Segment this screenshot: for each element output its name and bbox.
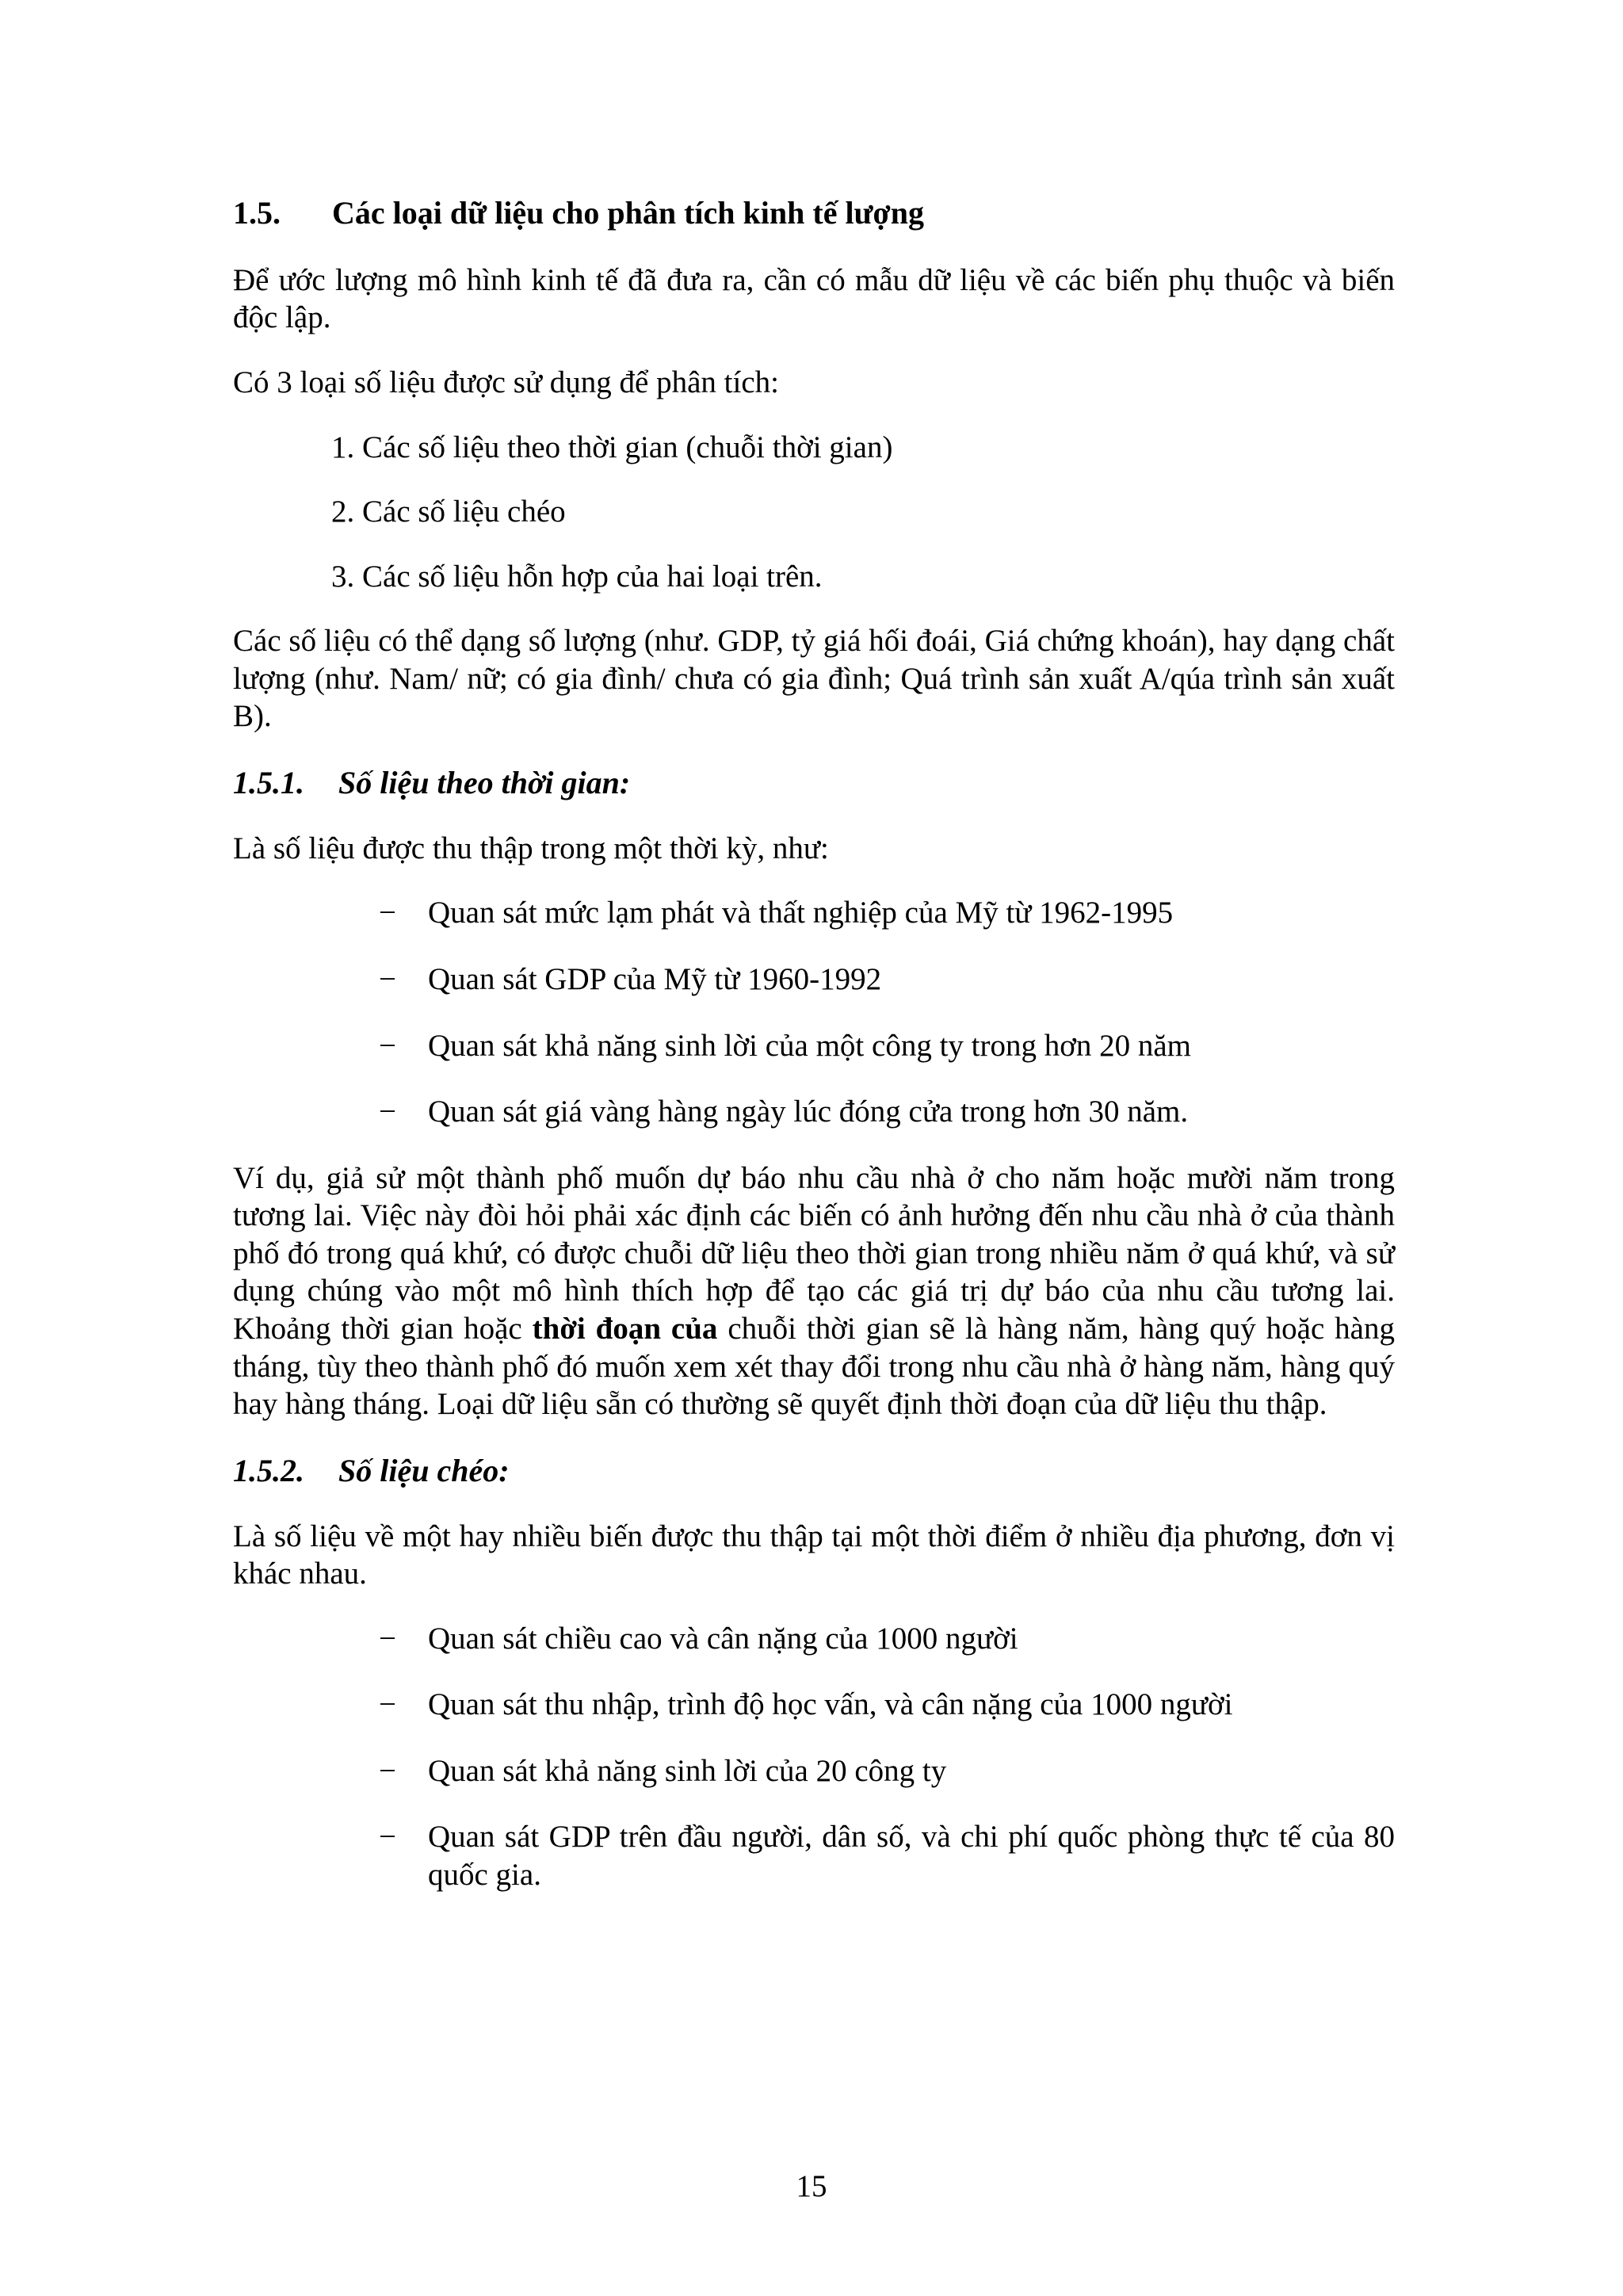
list-item [379,1686,1395,1724]
list-item [379,1620,1395,1658]
intro-paragraph: Để ước lượng mô hình kinh tế đã đưa ra, cần có mẫu dữ liệu về các biến phụ thuộc và biến độc lập. [233,262,1395,335]
section-heading [233,194,1395,233]
list-item [379,894,1395,932]
example-paragraph [233,1159,1395,1423]
list-item [379,1752,1395,1790]
list-item-text: Quan sát GDP của Mỹ từ 1960-1992 [428,961,882,996]
example-bold-term: thời đoạn của [532,1312,718,1346]
list-item [379,1027,1395,1065]
dash-bullet: − [379,961,396,996]
subsection-heading [233,764,1395,803]
list-item-text: Quan sát giá vàng hàng ngày lúc đóng cửa trong hơn 30 năm. [428,1095,1189,1129]
numbered-item: 1. Các số liệu theo thời gian (chuỗi thời gian) [331,430,893,464]
list-item [379,961,1395,999]
dash-bullet: − [379,1687,396,1722]
example-text-end: chuỗi thời gian sẽ là hàng năm, hàng quý hoặc hàng tháng, tùy theo thành phố đó muốn xem xét thay đổi trong nhu cầu nhà ở hàng năm, hàng quý hay hàng tháng. Loại dữ liệu sẵn có thường sẽ quyết định thời đoạn của dữ liệu thu thập. [233,1312,1395,1422]
section-number: 1.5. [233,195,281,231]
subsection-heading [233,1452,1395,1491]
list-item [379,1093,1395,1131]
subsection-number: 1.5.1. [233,765,304,800]
page-content [233,194,1395,1923]
section-title: Các loại dữ liệu cho phân tích kinh tế lượng [332,195,924,231]
dash-bullet: − [379,1621,396,1656]
subsection-number: 1.5.2. [233,1452,304,1488]
subsection-lead: Là số liệu về một hay nhiều biến được thu thập tại một thời điểm ở nhiều địa phương, đơn vị khác nhau. [233,1519,1395,1591]
list-item-text: Quan sát chiều cao và cân nặng của 1000 người [428,1621,1018,1656]
types-lead: Có 3 loại số liệu được sử dụng để phân tích: [233,365,779,399]
subsection-title: Số liệu theo thời gian: [338,765,631,800]
subsection-lead: Là số liệu được thu thập trong một thời kỳ, như: [233,831,829,865]
dash-bullet: − [379,1753,396,1788]
list-item-text: Quan sát GDP trên đầu người, dân số, và chi phí quốc phòng thực tế của 80 quốc gia. [428,1820,1395,1892]
subsection-title: Số liệu chéo: [338,1452,510,1488]
dash-bullet: − [379,1820,396,1855]
list-item-text: Quan sát khả năng sinh lời của một công ty trong hơn 20 năm [428,1028,1192,1063]
list-item [379,1818,1395,1893]
dash-bullet: − [379,1028,396,1063]
dash-bullet: − [379,1095,396,1129]
list-item-text: Quan sát thu nhập, trình độ học vấn, và cân nặng của 1000 người [428,1687,1233,1722]
page-number: 15 [796,2169,827,2203]
forms-paragraph: Các số liệu có thể dạng số lượng (như. GDP, tỷ giá hối đoái, Giá chứng khoán), hay dạng chất lượng (như. Nam/ nữ; có gia đình/ chưa có gia đình; Quá trình sản xuất A/qúa trình sản xuất B). [233,624,1395,734]
list-item-text: Quan sát khả năng sinh lời của 20 công ty [428,1753,947,1788]
numbered-item: 3. Các số liệu hỗn hợp của hai loại trên. [331,559,823,594]
numbered-item: 2. Các số liệu chéo [331,495,566,529]
list-item-text: Quan sát mức lạm phát và thất nghiệp của Mỹ từ 1962-1995 [428,896,1174,930]
dash-bullet: − [379,896,396,930]
example-text-start: Ví dụ, giả sử một thành phố muốn dự báo nhu cầu nhà ở cho năm hoặc mười năm trong tương lai. Việc này đòi hỏi phải xác định các biến có ảnh hưởng đến nhu cầu nhà ở của thành phố đó trong quá khứ, có được chuỗi dữ liệu theo thời gian trong nhiều năm ở quá khứ, và sử dụng chúng vào một mô hình thích hợp để tạo các giá trị dự báo của nhu cầu tương lai. Khoảng thời gian hoặc [233,1160,1395,1346]
